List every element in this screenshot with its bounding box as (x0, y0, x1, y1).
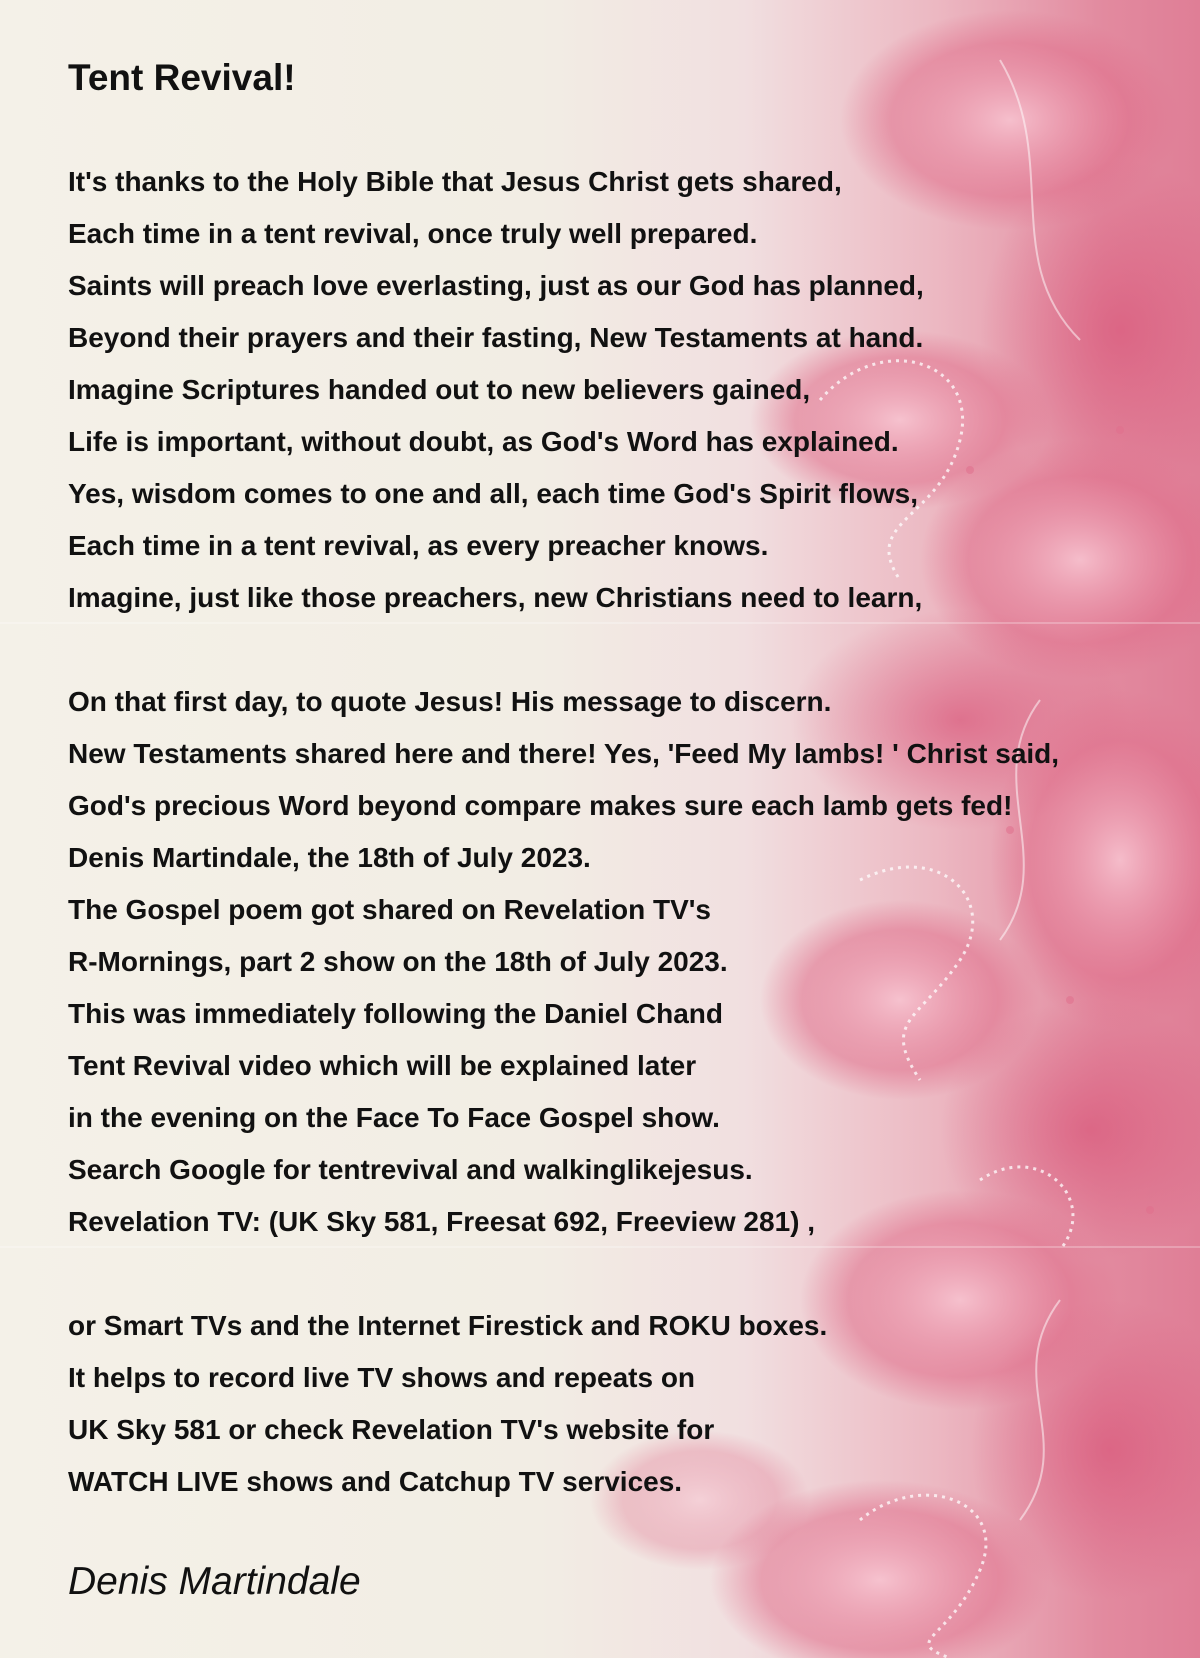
poem-line: Imagine, just like those preachers, new Christians need to learn, (68, 582, 923, 613)
stanza-break (68, 1248, 1200, 1300)
poem-line: UK Sky 581 or check Revelation TV's website for (68, 1414, 715, 1445)
poem-line: Saints will preach love everlasting, just as our God has planned, (68, 270, 924, 301)
stanza-1 (68, 156, 1200, 624)
poem-line: Each time in a tent revival, once truly well prepared. (68, 218, 758, 249)
stanza-3 (68, 1300, 1200, 1508)
stanza-break (68, 624, 1200, 676)
poem-title: Tent Revival! (68, 57, 296, 98)
poem-line: Beyond their prayers and their fasting, New Testaments at hand. (68, 322, 924, 353)
poem-line: This was immediately following the Daniel Chand (68, 998, 723, 1029)
poem-line: The Gospel poem got shared on Revelation TV's (68, 894, 711, 925)
poem-line: New Testaments shared here and there! Yes, 'Feed My lambs! ' Christ said, (68, 738, 1060, 769)
stanza-2 (68, 676, 1200, 1248)
poem-line: Revelation TV: (UK Sky 581, Freesat 692, Freeview 281) , (68, 1206, 816, 1237)
poem-line: It's thanks to the Holy Bible that Jesus Christ gets shared, (68, 166, 842, 197)
poem-line: R-Mornings, part 2 show on the 18th of July 2023. (68, 946, 728, 977)
poem-line: WATCH LIVE shows and Catchup TV services. (68, 1466, 683, 1497)
poem-line: Each time in a tent revival, as every preacher knows. (68, 530, 769, 561)
poem-line: in the evening on the Face To Face Gospel show. (68, 1102, 720, 1133)
poem-line: or Smart TVs and the Internet Firestick and ROKU boxes. (68, 1310, 828, 1341)
spacer (68, 104, 1200, 156)
poem (68, 52, 1200, 1508)
poem-author: Denis Martindale (68, 1560, 361, 1603)
poem-line: It helps to record live TV shows and repeats on (68, 1362, 696, 1393)
poem-line: Imagine Scriptures handed out to new believers gained, (68, 374, 811, 405)
poem-line: Yes, wisdom comes to one and all, each time God's Spirit flows, (68, 478, 918, 509)
poem-line: God's precious Word beyond compare makes sure each lamb gets fed! (68, 790, 1013, 821)
poem-line: Denis Martindale, the 18th of July 2023. (68, 842, 591, 873)
poem-line: On that first day, to quote Jesus! His message to discern. (68, 686, 832, 717)
poem-line: Search Google for tentrevival and walkinglikejesus. (68, 1154, 753, 1185)
poem-line: Life is important, without doubt, as God's Word has explained. (68, 426, 899, 457)
poem-line: Tent Revival video which will be explained later (68, 1050, 697, 1081)
